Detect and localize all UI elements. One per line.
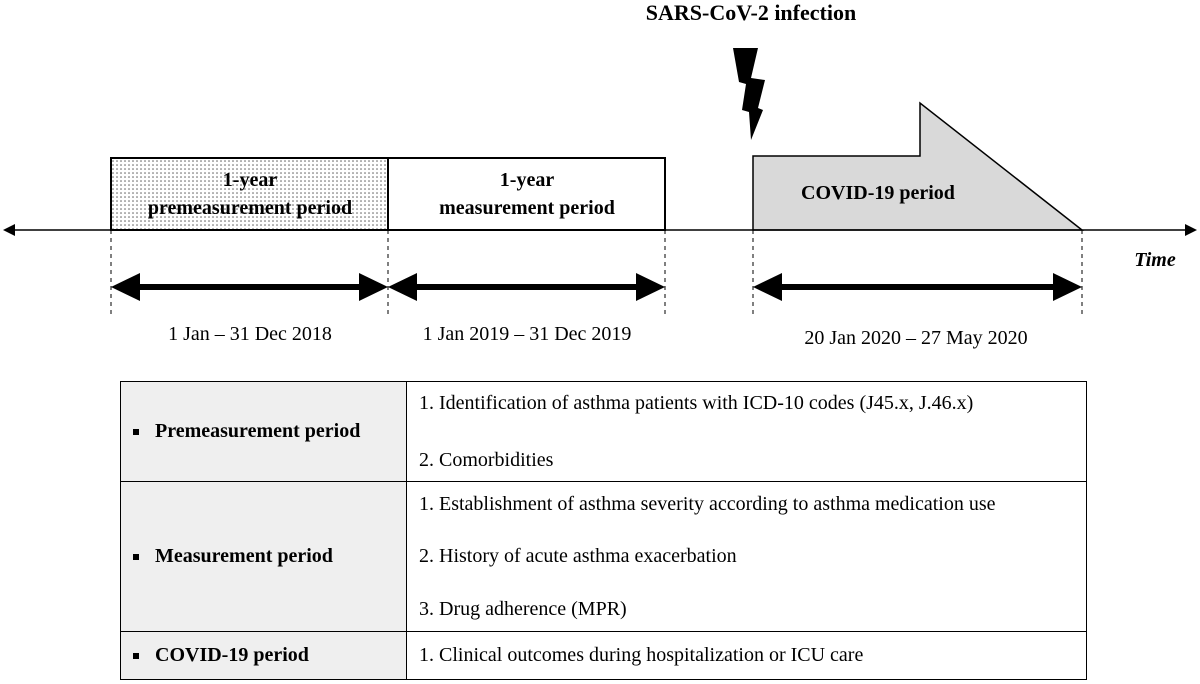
measurement-box-line2: measurement period (439, 197, 615, 219)
period-guides (111, 230, 1082, 315)
premeasurement-dates: 1 Jan – 31 Dec 2018 (168, 323, 332, 345)
premeasurement-span-arrow (111, 273, 388, 301)
time-axis-label: Time (1134, 249, 1176, 271)
infection-label: SARS-CoV-2 infection (645, 0, 857, 25)
covid-period-label: COVID-19 period (801, 182, 955, 204)
covid-period-shape (753, 103, 1082, 230)
premeasurement-box-line1: 1-year (222, 169, 278, 191)
row-items-cell (407, 382, 1087, 482)
row-label: Premeasurement period (155, 420, 361, 442)
covid-span-arrow (753, 273, 1082, 301)
measurement-span-arrow (388, 273, 665, 301)
row-label: Measurement period (155, 545, 333, 567)
row-label: COVID-19 period (155, 644, 309, 666)
row-items-cell (407, 482, 1087, 632)
row-label-cell (121, 482, 407, 632)
square-bullet-icon (133, 554, 139, 560)
list-item: 1. Identification of asthma patients with ICD-10 codes (J45.x, J.46.x) (419, 391, 974, 414)
square-bullet-icon (133, 429, 139, 435)
measurement-dates: 1 Jan 2019 – 31 Dec 2019 (422, 323, 632, 345)
timeline-left-arrowhead (3, 224, 15, 236)
list-item: 1. Clinical outcomes during hospitalization or ICU care (419, 644, 864, 666)
measurement-box-line1: 1-year (499, 169, 555, 191)
period-details-table (120, 381, 1087, 680)
table-row (121, 382, 1087, 482)
covid-dates: 20 Jan 2020 – 27 May 2020 (804, 327, 1028, 349)
table-row (121, 482, 1087, 632)
row-label-cell (121, 632, 407, 680)
list-item: 3. Drug adherence (MPR) (419, 597, 627, 620)
list-item: 2. Comorbidities (419, 448, 554, 471)
lightning-bolt-icon (733, 48, 765, 140)
table-row (121, 632, 1087, 680)
list-item: 2. History of acute asthma exacerbation (419, 545, 737, 567)
premeasurement-box-line2: premeasurement period (147, 197, 353, 219)
list-item: 1. Establishment of asthma severity according to asthma medication use (419, 492, 996, 515)
square-bullet-icon (133, 653, 139, 659)
row-label-cell (121, 382, 407, 482)
row-items-cell (407, 632, 1087, 680)
timeline-right-arrowhead (1185, 224, 1197, 236)
